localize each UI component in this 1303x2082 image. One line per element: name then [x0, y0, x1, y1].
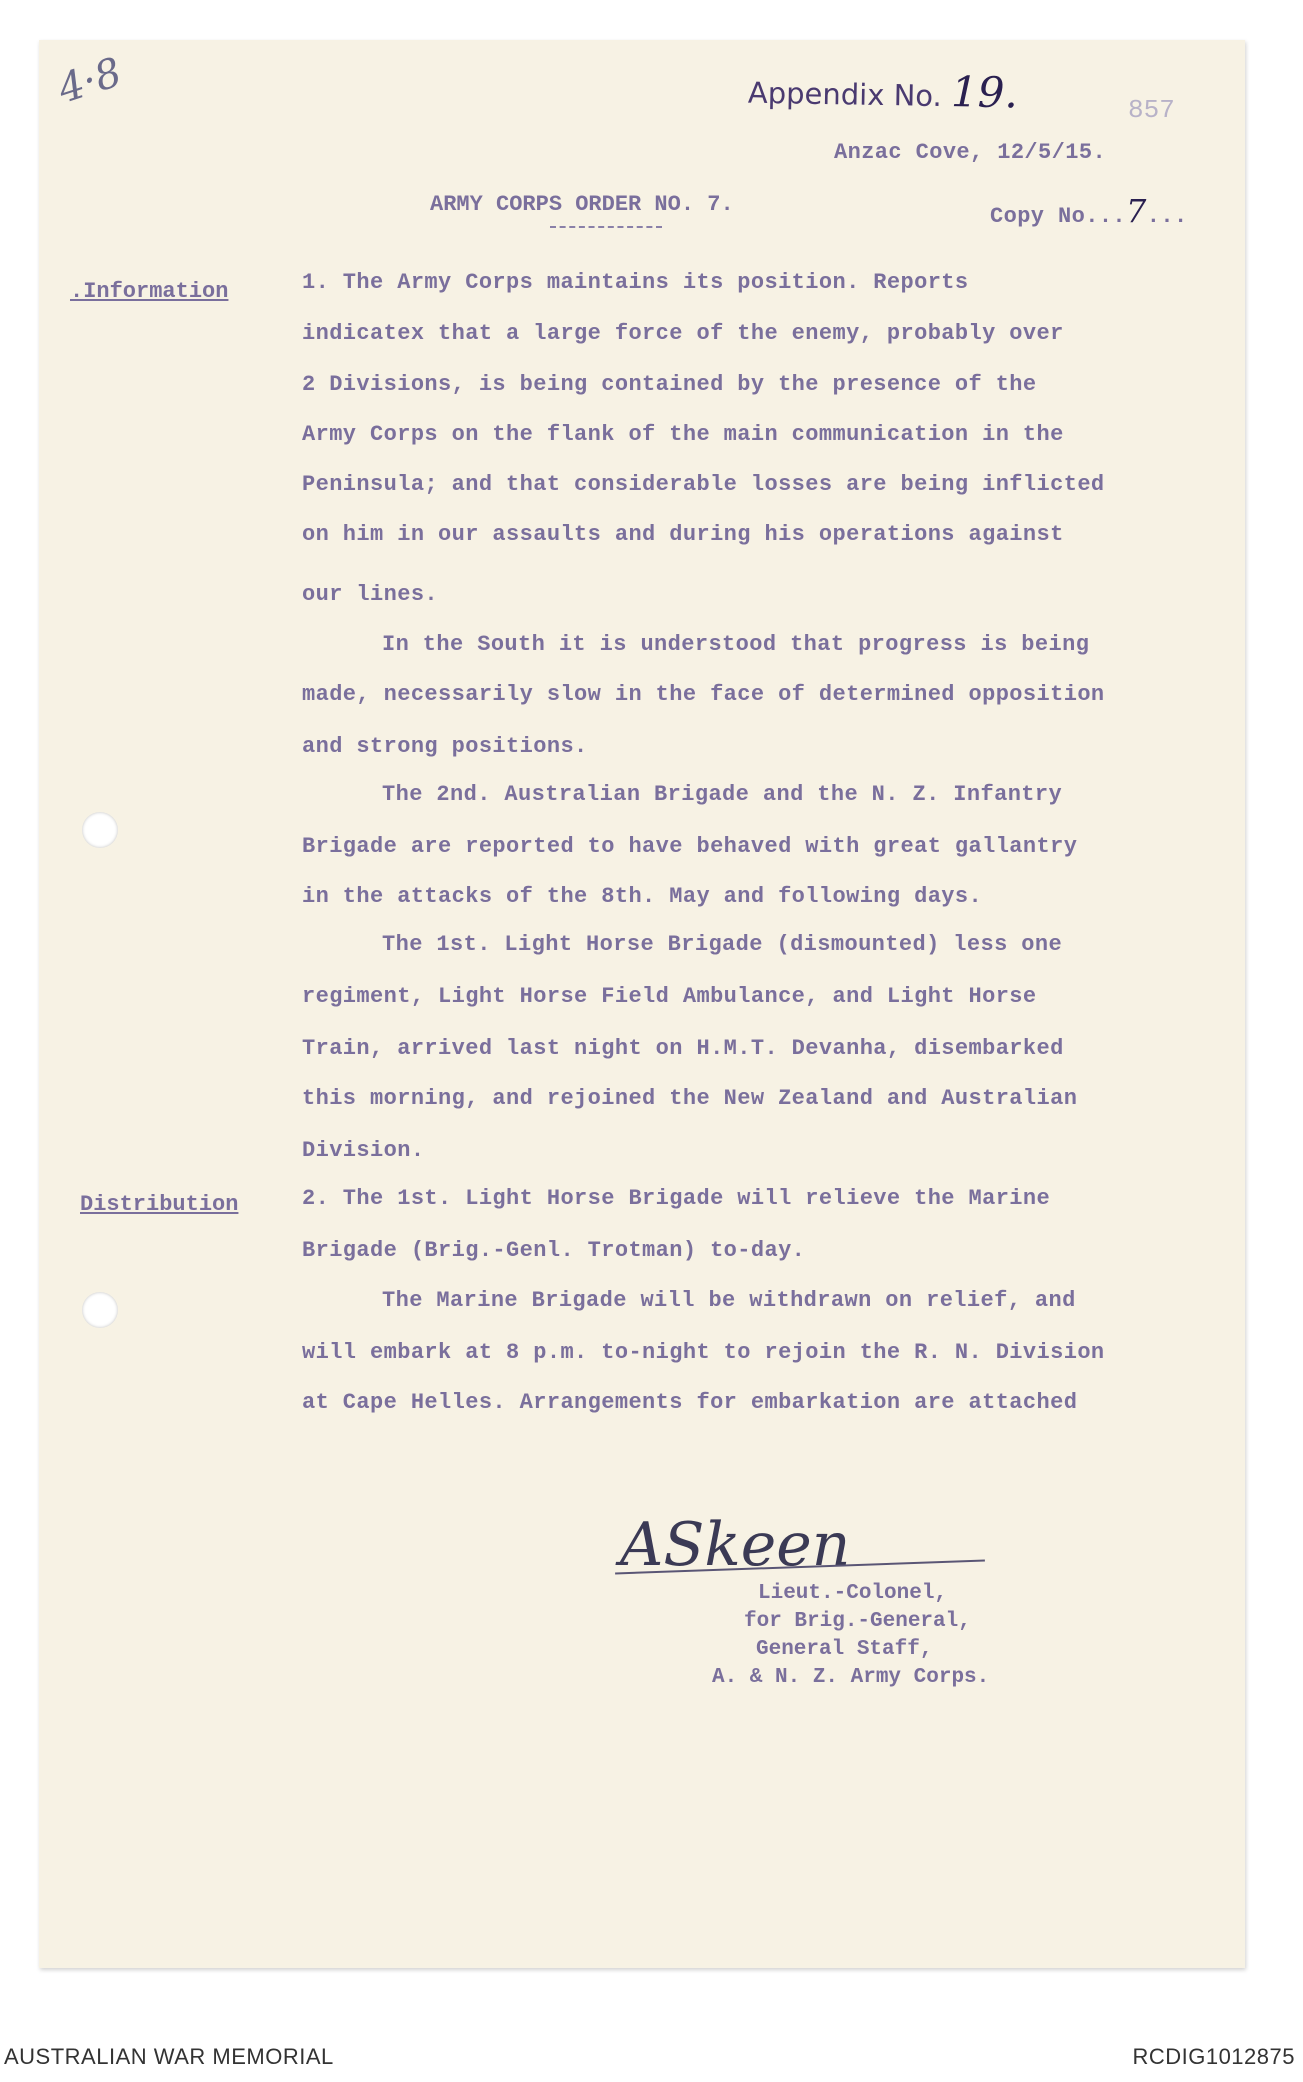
appendix-number: 19.: [950, 67, 1019, 118]
body-line: In the South it is understood that progress is being: [382, 632, 1090, 657]
order-title: ARMY CORPS ORDER NO. 7.: [430, 192, 734, 217]
body-line: regiment, Light Horse Field Ambulance, and Light Horse: [302, 984, 1037, 1009]
body-line: will embark at 8 p.m. to-night to rejoin the R. N. Division: [302, 1340, 1105, 1365]
signature-line: General Staff,: [756, 1638, 933, 1661]
copy-trailing-dots: ...: [1146, 204, 1188, 229]
handwritten-signature: ASkeen: [620, 1510, 851, 1580]
body-line: Train, arrived last night on H.M.T. Devanha, disembarked: [302, 1036, 1064, 1061]
body-line: Brigade are reported to have behaved with great gallantry: [302, 834, 1078, 859]
place-date: Anzac Cove, 12/5/15.: [834, 140, 1107, 165]
body-line: on him in our assaults and during his operations against: [302, 522, 1064, 547]
body-line: this morning, and rejoined the New Zealand and Australian: [302, 1086, 1078, 1111]
folio-number: 857: [1128, 95, 1175, 125]
body-line: Peninsula; and that considerable losses are being inflicted: [302, 472, 1105, 497]
body-line: The 2nd. Australian Brigade and the N. Z. Infantry: [382, 782, 1063, 807]
appendix-label: Appendix No.: [747, 75, 943, 114]
body-line: in the attacks of the 8th. May and following days.: [302, 884, 983, 909]
body-line: made, necessarily slow in the face of determined opposition: [302, 682, 1105, 707]
signature-line: A. & N. Z. Army Corps.: [712, 1666, 990, 1689]
body-line: 2 Divisions, is being contained by the presence of the: [302, 372, 1037, 397]
body-line: Brigade (Brig.-Genl. Trotman) to-day.: [302, 1238, 806, 1263]
body-line: our lines.: [302, 582, 439, 607]
body-line: and strong positions.: [302, 734, 588, 759]
margin-label-information: .Information: [70, 279, 229, 304]
footer-source: AUSTRALIAN WAR MEMORIAL: [4, 2044, 334, 2069]
body-line: 2. The 1st. Light Horse Brigade will relieve the Marine: [302, 1186, 1051, 1211]
handwritten-corner-mark: 4·8: [52, 49, 128, 113]
punch-hole-lower: [82, 1292, 118, 1328]
body-line: 1. The Army Corps maintains its position. Reports: [302, 270, 969, 295]
copy-label: Copy No...: [990, 204, 1127, 229]
body-line: indicatex that a large force of the enemy, probably over: [302, 321, 1064, 346]
footer-id: RCDIG1012875: [1132, 2044, 1295, 2069]
copy-number: [990, 192, 1188, 230]
body-line: Division.: [302, 1138, 425, 1163]
body-line: The Marine Brigade will be withdrawn on relief, and: [382, 1288, 1076, 1313]
signature-line: for Brig.-General,: [744, 1610, 971, 1633]
title-underline: [550, 226, 662, 228]
body-line: Army Corps on the flank of the main communication in the: [302, 422, 1064, 447]
body-line: The 1st. Light Horse Brigade (dismounted) less one: [382, 932, 1063, 957]
appendix-stamp: [748, 64, 1019, 118]
margin-label-distribution: Distribution: [80, 1192, 239, 1217]
signature-line: Lieut.-Colonel,: [758, 1582, 948, 1605]
body-line: at Cape Helles. Arrangements for embarkation are attached: [302, 1390, 1078, 1415]
punch-hole-upper: [82, 812, 118, 848]
copy-number-value: 7: [1126, 192, 1147, 230]
